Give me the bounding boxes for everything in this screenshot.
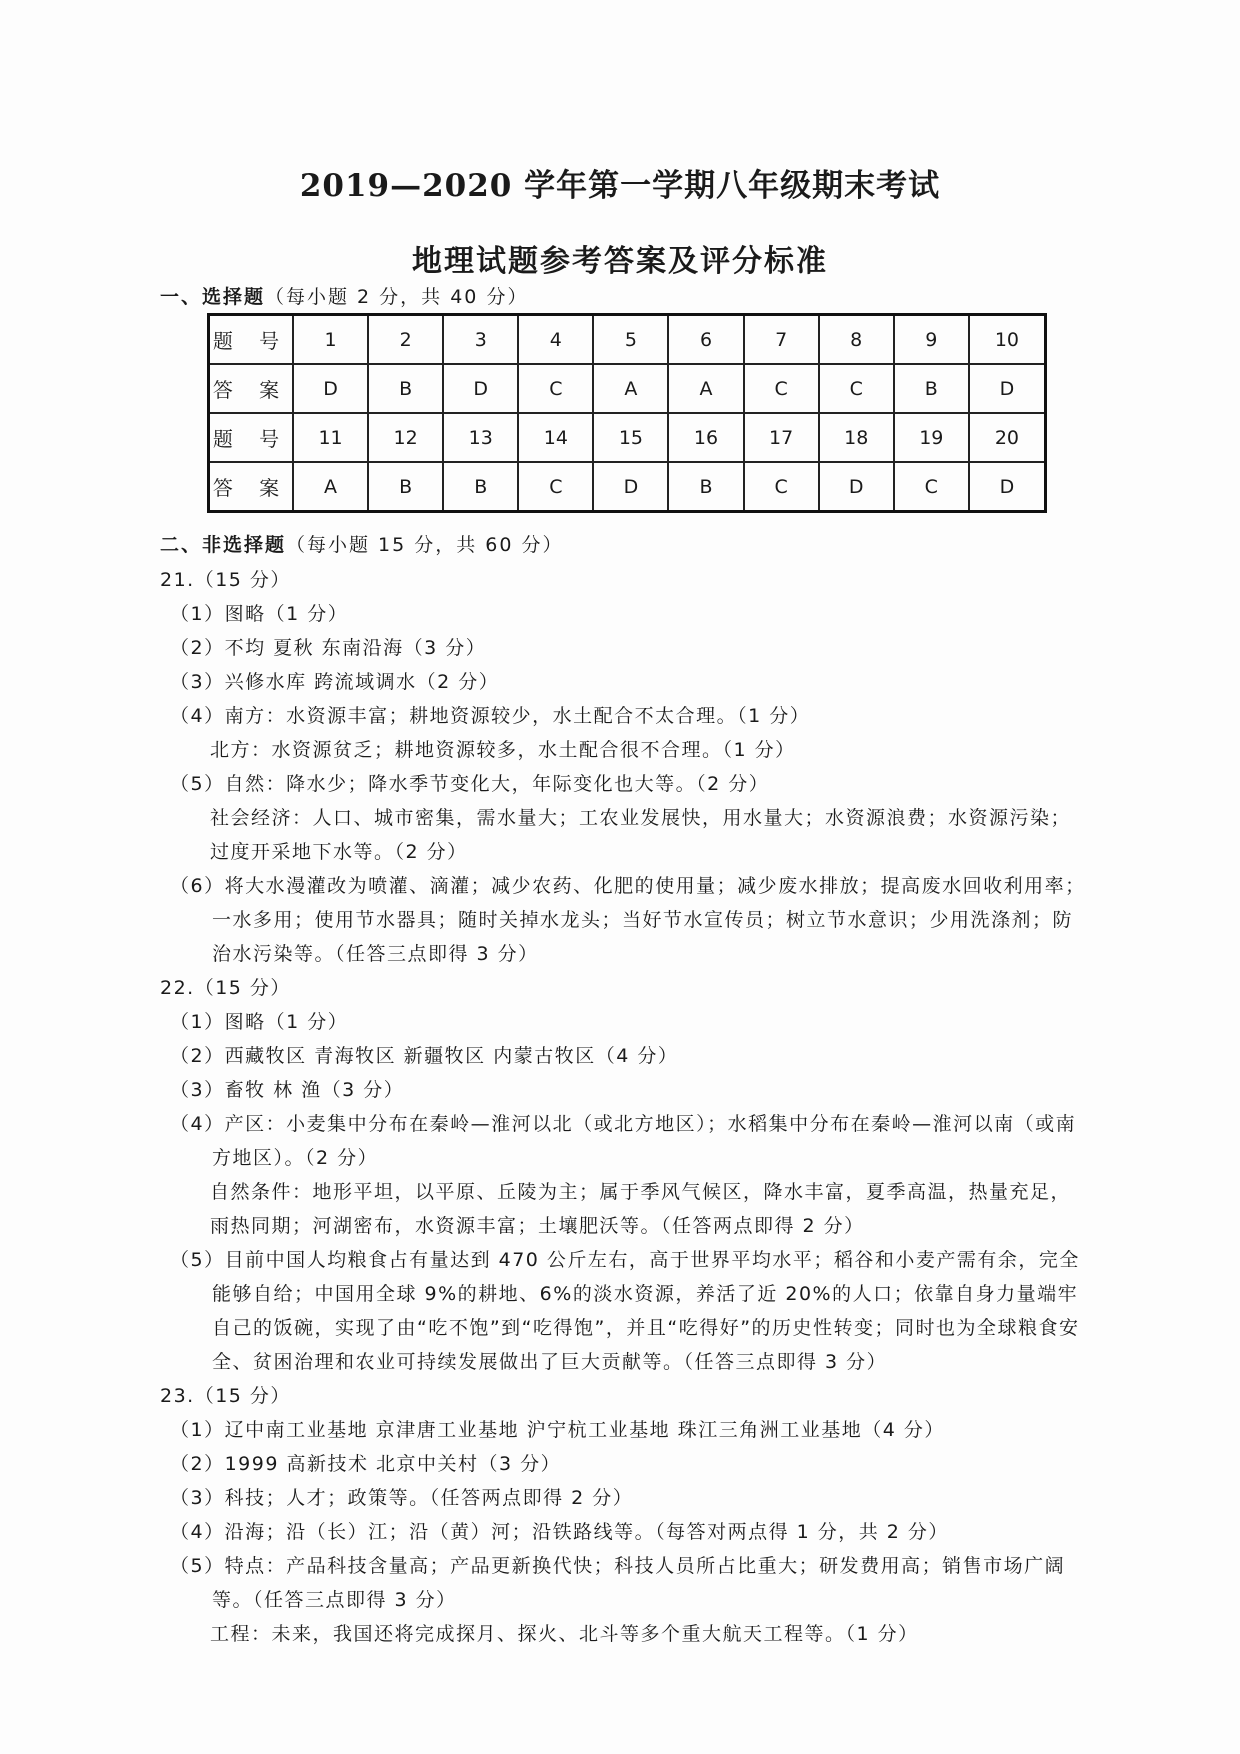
table-cell: D [593,462,668,512]
table-cell: C [518,364,593,413]
table-cell: B [668,462,743,512]
table-header-cell: 答 案 [209,462,294,512]
answer-line: （3）科技；人才；政策等。（任答两点即得 2 分） [170,1487,634,1509]
table-header-cell: 题 号 [209,315,294,365]
table-row [209,462,1046,512]
table-cell: 14 [518,413,593,462]
table-cell: 15 [593,413,668,462]
table-cell: A [593,364,668,413]
answer-line: （4）产区：小麦集中分布在秦岭—淮河以北（或北方地区）；水稻集中分布在秦岭—淮河以南（或南方地区）。（2 分） [170,1113,1077,1169]
section-label: 一、选择题 [160,286,266,308]
question-heading: 22.（15 分） [160,977,291,999]
table-cell: B [894,364,969,413]
table-cell: 5 [593,315,668,365]
table-cell: C [518,462,593,512]
answer-line: （4）沿海；沿（长）江；沿（黄）河；沿铁路线等。（每答对两点得 1 分，共 2 分） [170,1521,949,1543]
answer-table [207,313,1047,513]
section-note: （每小题 15 分，共 60 分） [286,534,564,556]
answer-line: 社会经济：人口、城市密集，需水量大；工农业发展快，用水量大；水资源浪费；水资源污染；过度开采地下水等。（2 分） [210,807,1072,863]
table-cell: 6 [668,315,743,365]
answer-line: （1）辽中南工业基地 京津唐工业基地 沪宁杭工业基地 珠江三角洲工业基地（4 分） [170,1419,945,1441]
question-heading: 23.（15 分） [160,1385,291,1407]
table-cell: 4 [518,315,593,365]
table-cell: D [293,364,368,413]
section-heading-nonchoice [160,530,564,557]
table-cell: D [969,462,1046,512]
table-cell: 17 [744,413,819,462]
table-cell: 11 [293,413,368,462]
answer-line: （2）不均 夏秋 东南沿海（3 分） [170,637,487,659]
table-cell: 1 [293,315,368,365]
answer-line: （4）南方：水资源丰富；耕地资源较少，水土配合不太合理。（1 分） [170,705,811,727]
table-cell: 13 [443,413,518,462]
table-cell: B [368,462,443,512]
table-cell: 3 [443,315,518,365]
answer-line: （2）1999 高新技术 北京中关村（3 分） [170,1453,562,1475]
answer-line: （5）自然：降水少；降水季节变化大，年际变化也大等。（2 分） [170,773,770,795]
table-cell: C [744,462,819,512]
table-cell: C [744,364,819,413]
table-cell: C [894,462,969,512]
table-row [209,315,1046,365]
table-cell: B [443,462,518,512]
section-heading-choice [160,282,528,309]
question-heading: 21.（15 分） [160,569,291,591]
table-cell: D [443,364,518,413]
table-header-cell: 答 案 [209,364,294,413]
answer-line: （3）畜牧 林 渔（3 分） [170,1079,405,1101]
table-cell: 10 [969,315,1046,365]
section-note: （每小题 2 分，共 40 分） [265,286,529,308]
table-cell: 18 [819,413,894,462]
answer-line: （1）图略（1 分） [170,603,349,625]
table-cell: 20 [969,413,1046,462]
table-cell: 19 [894,413,969,462]
table-cell: 16 [668,413,743,462]
table-cell: D [969,364,1046,413]
table-cell: 2 [368,315,443,365]
answer-line: （5）目前中国人均粮食占有量达到 470 公斤左右，高于世界平均水平；稻谷和小麦产需有余，完全能够自给；中国用全球 9%的耕地、6%的淡水资源，养活了近 20%的人口；依靠自身力量端牢自己的饭碗，实现了由“吃不饱”到“吃得饱”，并且“吃得好”的历史性转变；同时也为全球粮食安全、贫困治理和农业可持续发展做出了巨大贡献等。（任答三点即得 3 分） [170,1249,1080,1373]
answer-line: （2）西藏牧区 青海牧区 新疆牧区 内蒙古牧区（4 分） [170,1045,679,1067]
table-cell: A [293,462,368,512]
answer-line: 工程：未来，我国还将完成探月、探火、北斗等多个重大航天工程等。（1 分） [210,1623,919,1645]
answer-line: 北方：水资源贫乏；耕地资源较多，水土配合很不合理。（1 分） [210,739,796,761]
table-cell: 7 [744,315,819,365]
answer-line: 自然条件：地形平坦，以平原、丘陵为主；属于季风气候区，降水丰富，夏季高温，热量充足，雨热同期；河湖密布，水资源丰富；土壤肥沃等。（任答两点即得 2 分） [210,1181,1072,1237]
table-cell: 12 [368,413,443,462]
table-cell: B [368,364,443,413]
section-label: 二、非选择题 [160,534,287,556]
table-cell: D [819,462,894,512]
table-row [209,413,1046,462]
answer-line: （1）图略（1 分） [170,1011,349,1033]
table-header-cell: 题 号 [209,413,294,462]
page-subtitle: 地理试题参考答案及评分标准 [412,244,828,279]
answer-line: （6）将大水漫灌改为喷灌、滴灌；减少农药、化肥的使用量；减少废水排放；提高废水回收利用率；一水多用；使用节水器具；随时关掉水龙头；当好节水宣传员；树立节水意识；少用洗涤剂；防治水污染等。（任答三点即得 3 分） [170,875,1086,965]
answer-line: （5）特点：产品科技含量高；产品更新换代快；科技人员所占比重大；研发费用高；销售市场广阔等。（任答三点即得 3 分） [170,1555,1066,1611]
table-cell: 8 [819,315,894,365]
page-title: 2019—2020 学年第一学期八年级期末考试 [299,168,941,204]
answer-body [160,563,1090,1651]
answer-line: （3）兴修水库 跨流域调水（2 分） [170,671,500,693]
table-cell: C [819,364,894,413]
table-cell: 9 [894,315,969,365]
table-row [209,364,1046,413]
table-cell: A [668,364,743,413]
